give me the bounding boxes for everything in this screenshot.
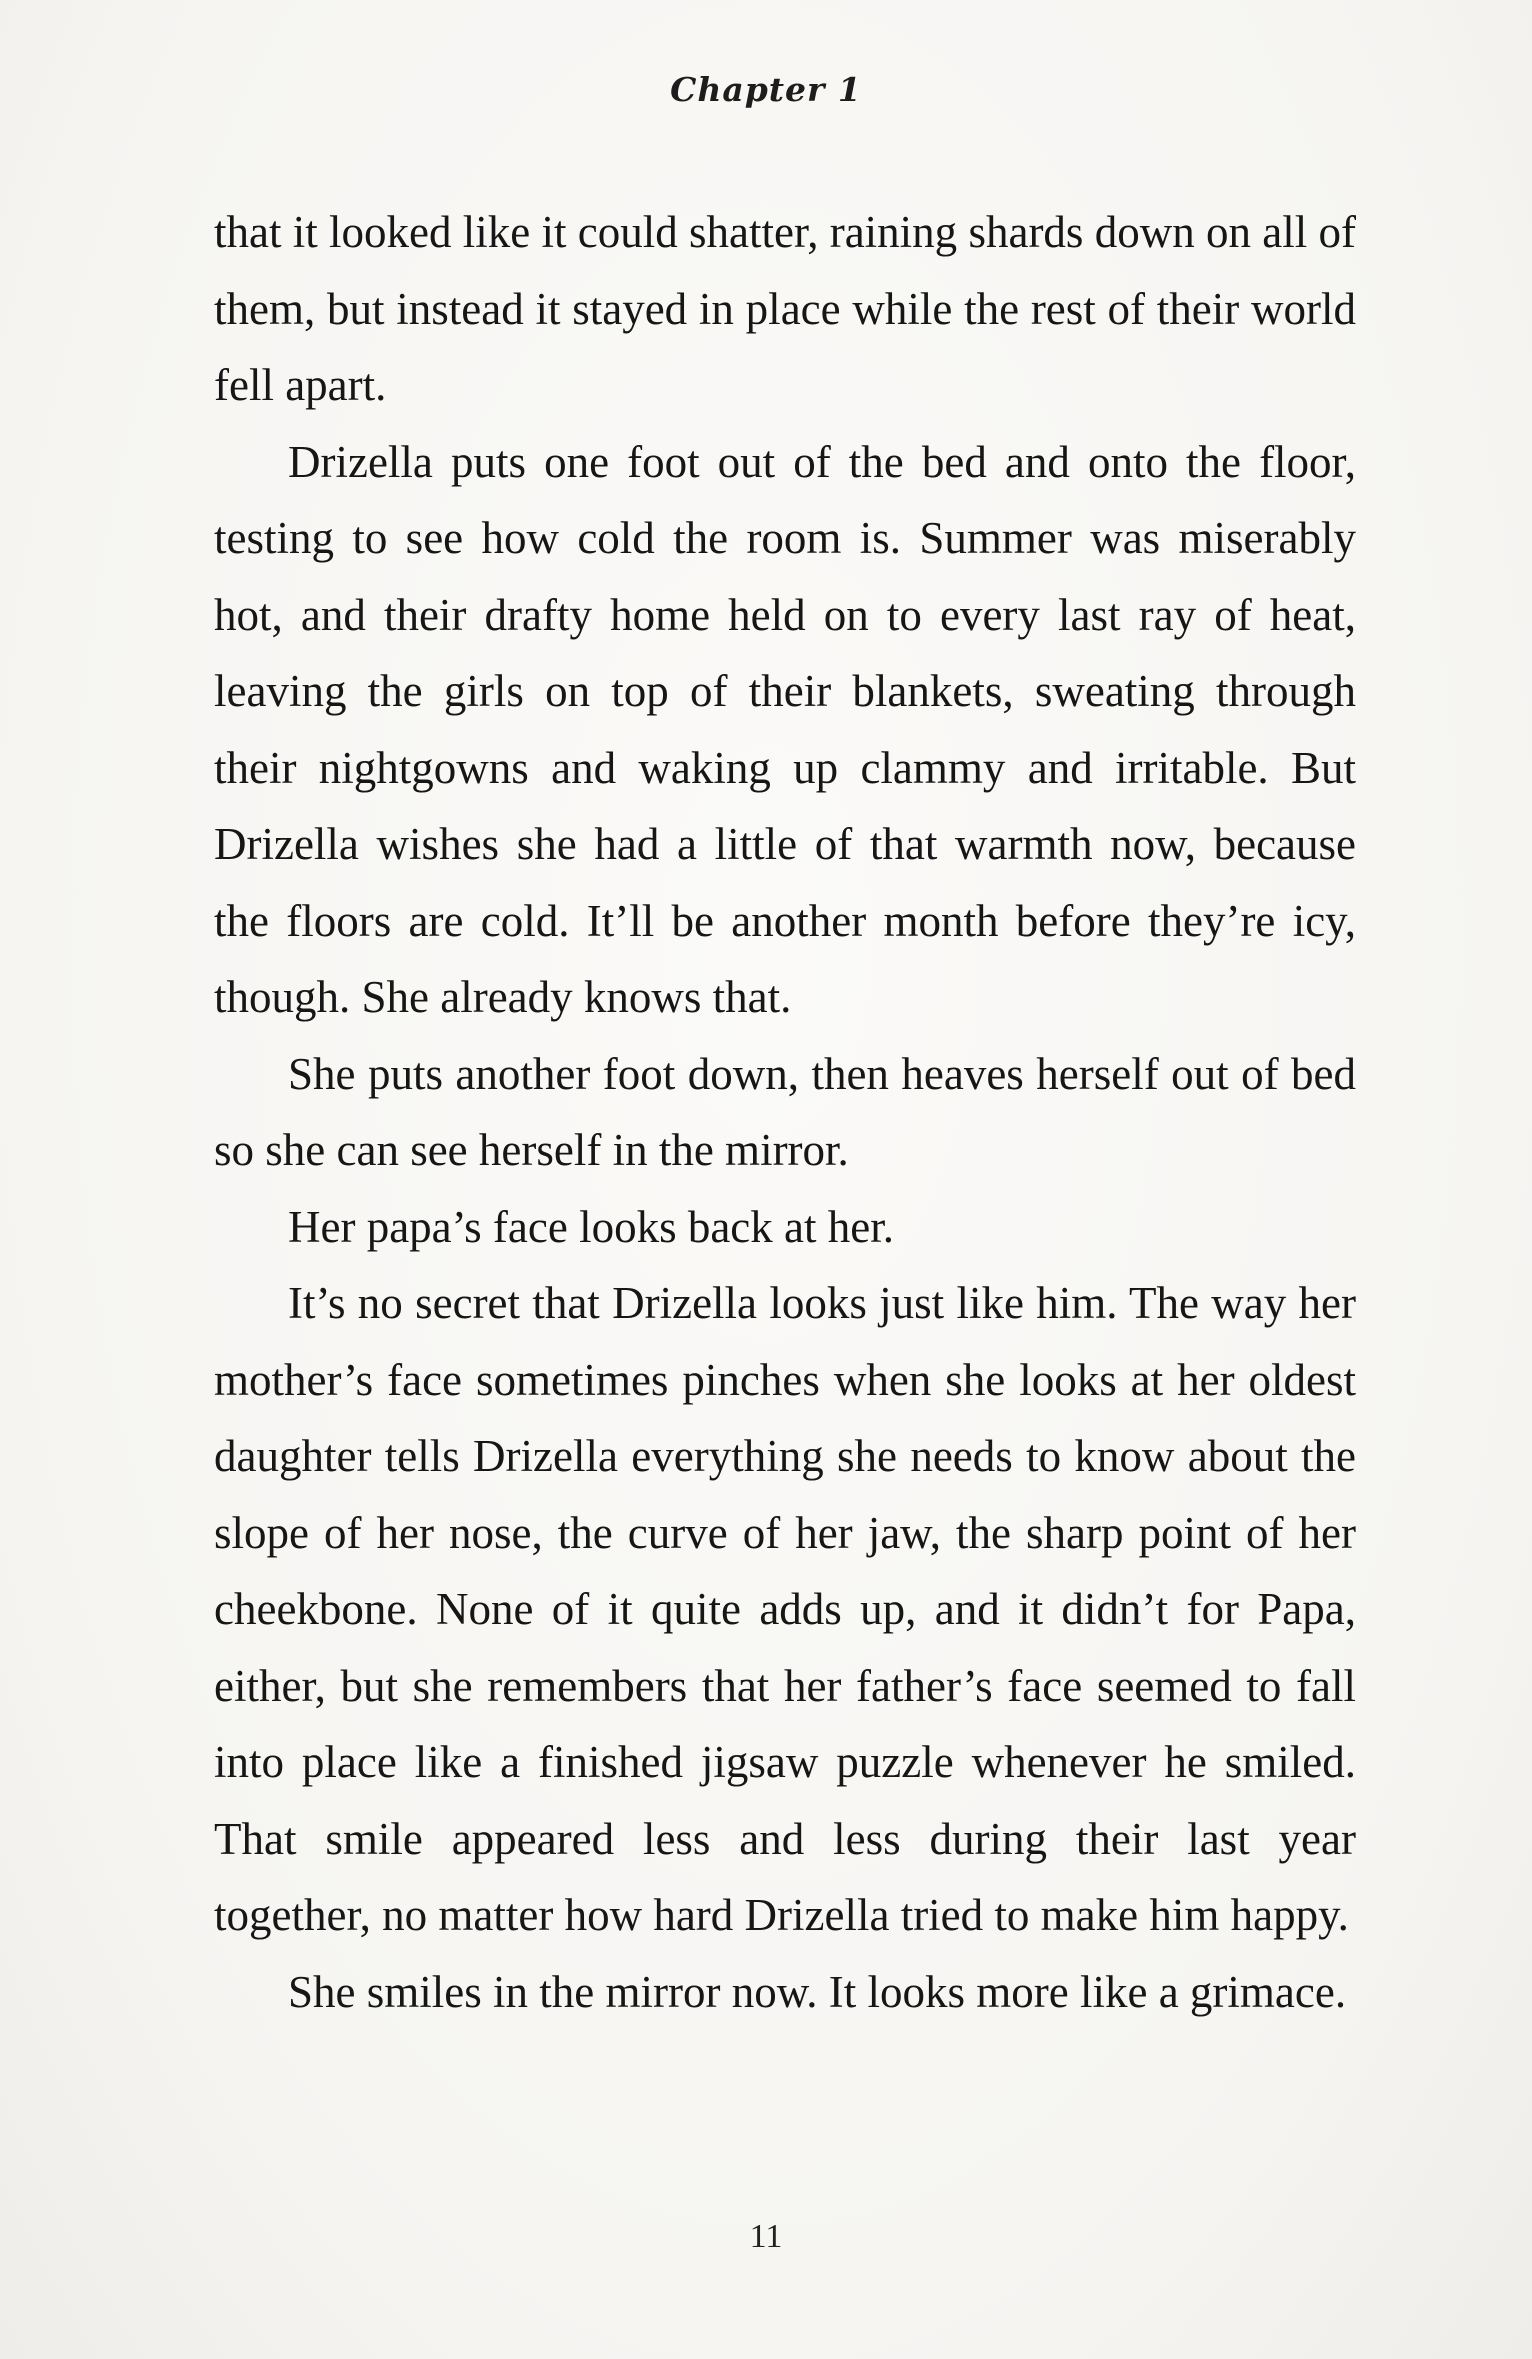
running-head: Chapter 1 bbox=[670, 70, 862, 109]
page-number: 11 bbox=[749, 2218, 783, 2255]
body-text bbox=[214, 194, 1356, 2030]
paragraph: Her papa’s face looks back at her. bbox=[288, 1201, 894, 1252]
paragraph: Drizella puts one foot out of the bed and onto the floor, testing to see how cold the room is. Summer was miserably hot, and their drafty home held on to every last ray of heat, leaving the girls on top of their blankets, sweating through their nightgowns and waking up clammy and irritable. But Drizella wishes she had a little of that warmth now, because the floors are cold. It’ll be another month before they’re icy, though. She already knows that. bbox=[214, 436, 1356, 1022]
paragraph: It’s no secret that Drizella looks just like him. The way her mother’s face sometimes pinches when she looks at her oldest daughter tells Drizella everything she needs to know about the slope of her nose, the curve of her jaw, the sharp point of her cheekbone. None of it quite adds up, and it didn’t for Papa, either, but she remembers that her father’s face seemed to fall into place like a finished jigsaw puzzle whenever he smiled. That smile appeared less and less during their last year together, no matter how hard Drizella tried to make him happy. bbox=[214, 1278, 1356, 1940]
paragraph: She smiles in the mirror now. It looks more like a grimace. bbox=[288, 1966, 1347, 2017]
paragraph: that it looked like it could shatter, raining shards down on all of them, but instead it stayed in place while the rest of their world fell apart. bbox=[214, 207, 1356, 410]
paragraph: She puts another foot down, then heaves herself out of bed so she can see herself in the mirror. bbox=[214, 1048, 1356, 1175]
